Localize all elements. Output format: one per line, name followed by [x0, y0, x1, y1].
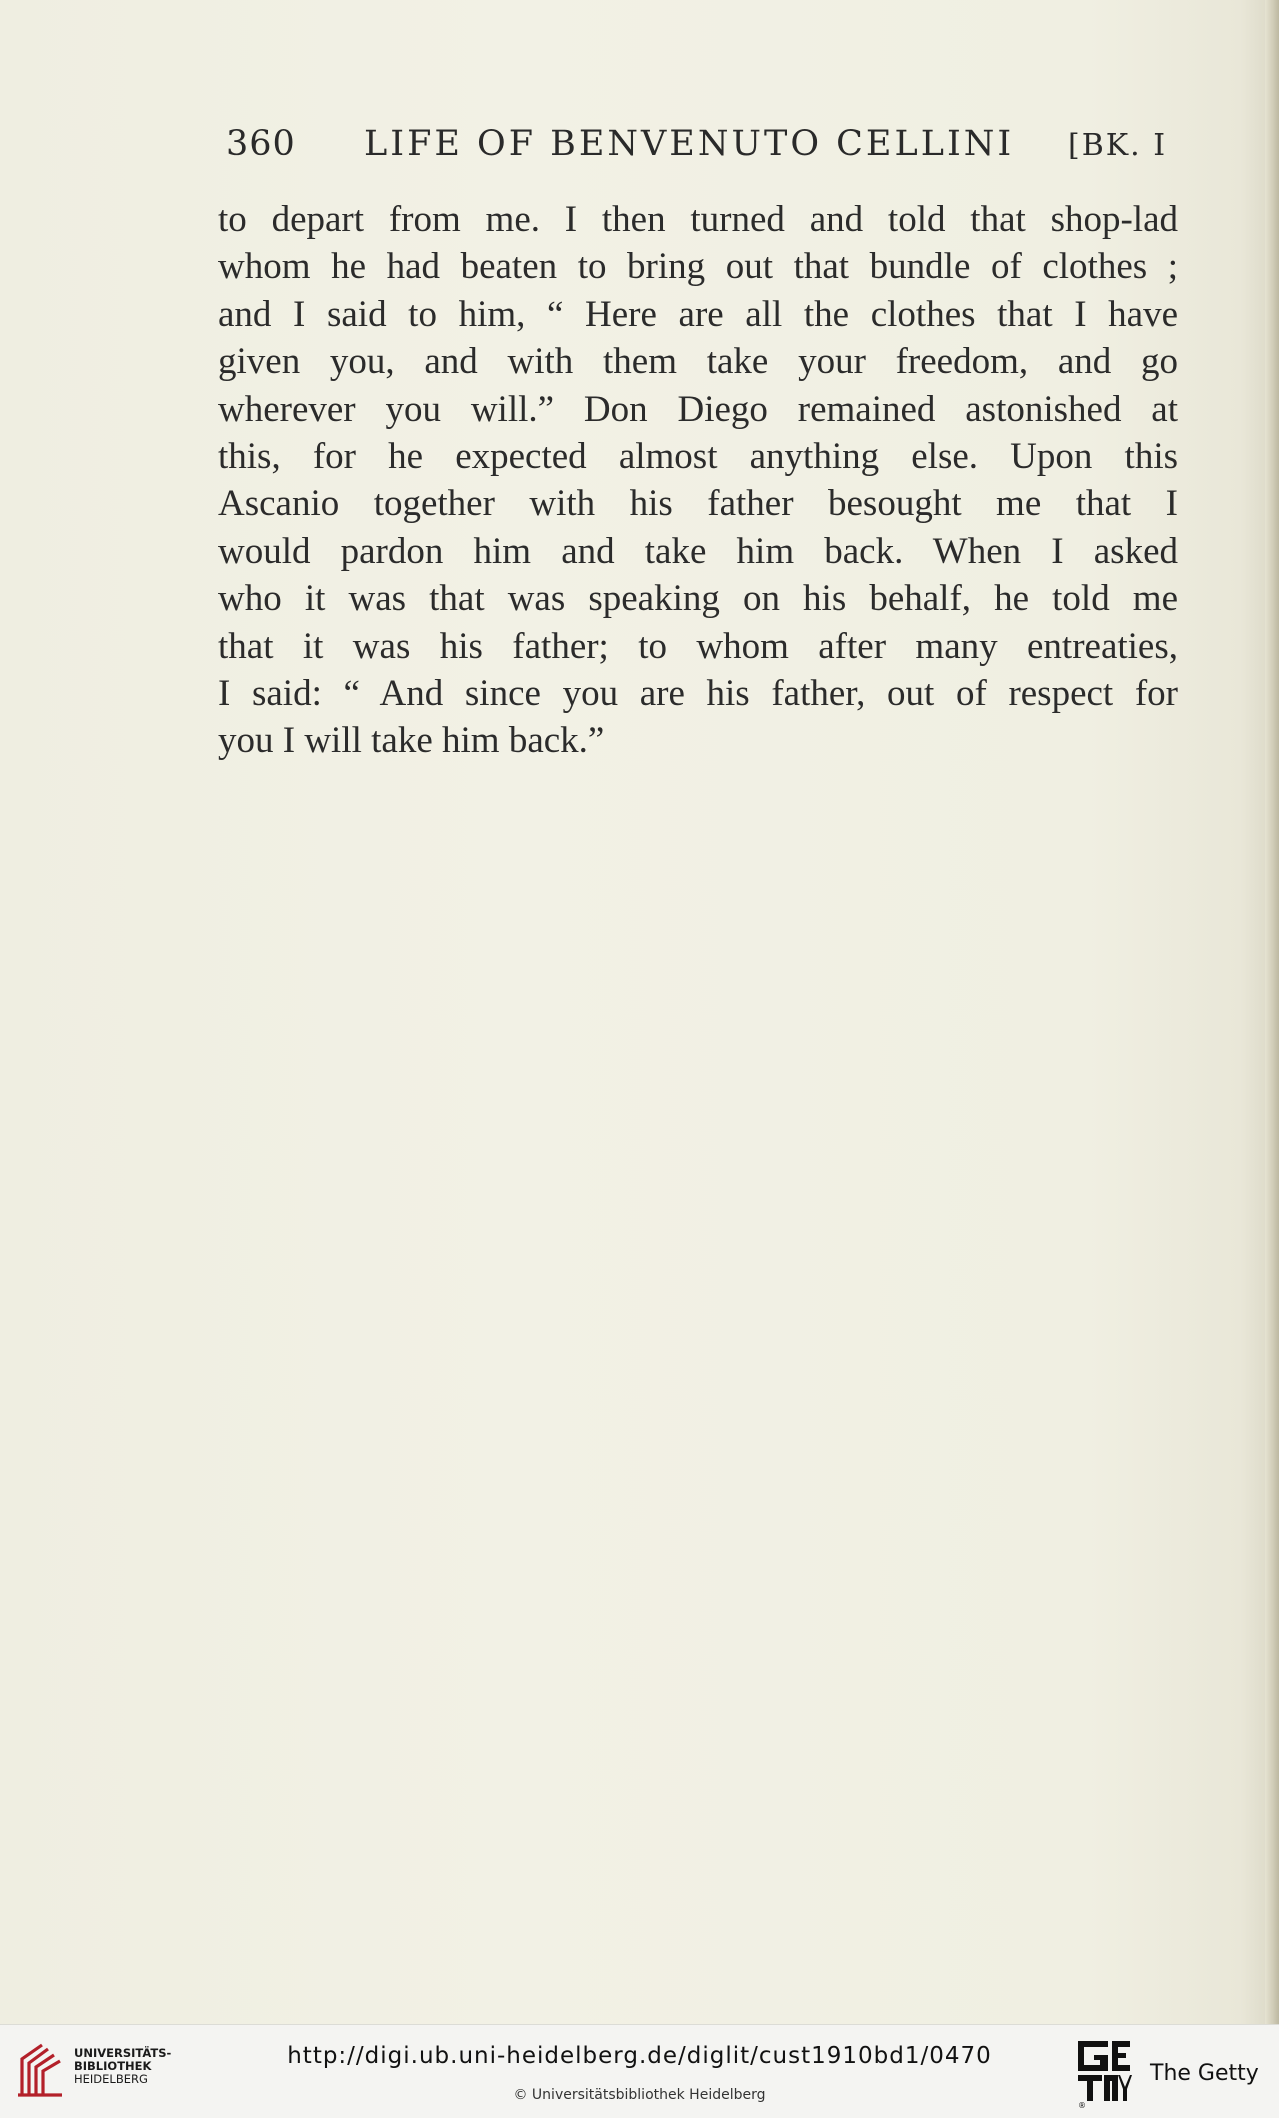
registered-mark: ®: [1078, 2101, 1086, 2109]
text-line: who it was that was speaking on his behalf, he told me: [218, 578, 1178, 620]
footer-bar: [0, 2024, 1279, 2118]
text-line: would pardon him and take him back. When I asked: [218, 530, 1178, 572]
partner-name: The Getty: [1150, 2061, 1259, 2086]
copyright-notice: © Universitätsbibliothek Heidelberg: [513, 2087, 766, 2103]
text-line: Ascanio together with his father besought me that I: [218, 483, 1178, 525]
text-line: I said: “ And since you are his father, out of respect for: [218, 672, 1178, 714]
text-line: to depart from me. I then turned and told that shop-lad: [218, 199, 1178, 240]
running-title: LIFE OF BENVENUTO CELLINI: [364, 124, 1015, 164]
page-number: 360: [226, 124, 296, 164]
text-line: given you, and with them take your freedom, and go: [218, 341, 1178, 383]
page-edge: [1265, 0, 1279, 2024]
text-line: whom he had beaten to bring out that bundle of clothes ;: [218, 246, 1178, 288]
book-reference: [BK. I: [1068, 128, 1168, 163]
permalink-url[interactable]: http://digi.ub.uni-heidelberg.de/diglit/cust1910bd1/0470: [287, 2043, 992, 2069]
text-line: that it was his father; to whom after many entreaties,: [218, 625, 1178, 667]
library-name-line: HEIDELBERG: [74, 2072, 148, 2086]
text-line: wherever you will.” Don Diego remained astonished at: [218, 388, 1178, 430]
text-line: and I said to him, “ Here are all the clothes that I have: [218, 293, 1178, 335]
getty-logo-icon[interactable]: [1076, 2039, 1132, 2109]
text-line: you I will take him back.”: [218, 720, 605, 762]
text-line: this, for he expected almost anything else. Upon this: [218, 435, 1178, 477]
body-text: [218, 196, 1178, 765]
running-head: [222, 124, 1182, 172]
library-name-line: UNIVERSITÄTS-: [74, 2046, 172, 2060]
library-name-line: BIBLIOTHEK: [74, 2059, 152, 2073]
